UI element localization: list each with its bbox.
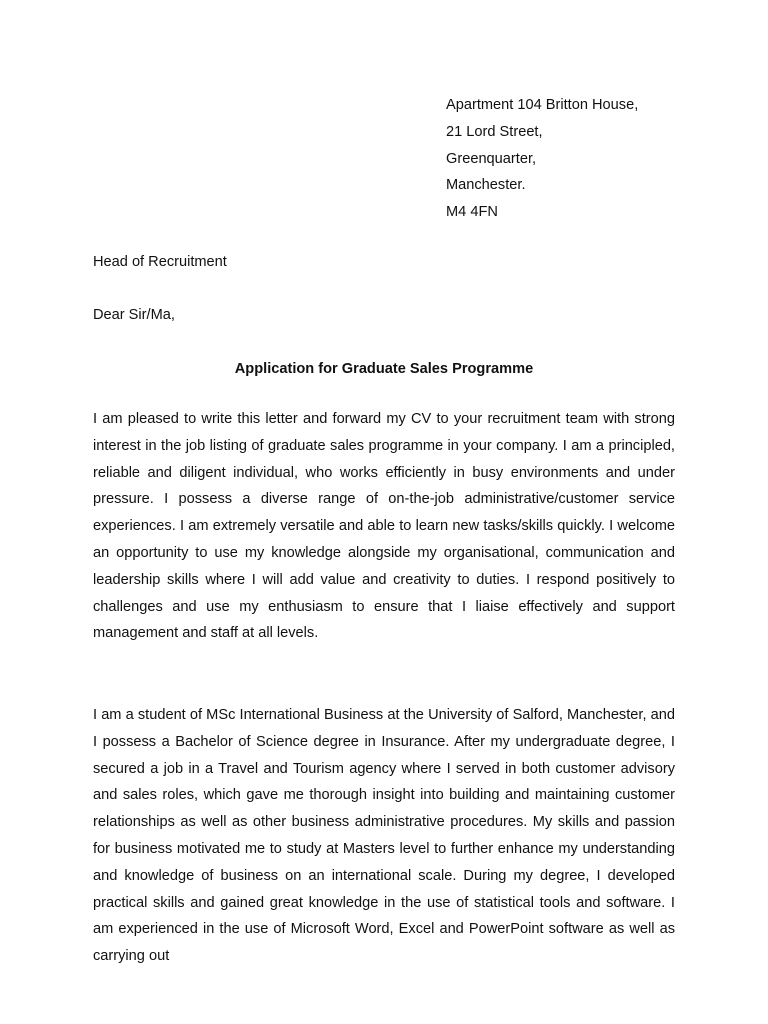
paragraph-1: I am pleased to write this letter and forward my CV to your recruitment team with strong interest in the job listing of graduate sales programme in your company. I am a principled, reliable and diligent individual, who works efficiently in busy environments and under pressure. I possess a diverse range of on-the-job administrative/customer service experiences. I am extremely versatile and able to learn new tasks/skills quickly. I welcome an opportunity to use my knowledge alongside my organisational, communication and leadership skills where I will add value and creativity to duties. I respond positively to challenges and use my enthusiasm to ensure that I liaise effectively and support management and staff at all levels. bbox=[93, 411, 675, 642]
salutation: Dear Sir/Ma, bbox=[93, 307, 175, 323]
recipient: Head of Recruitment bbox=[93, 254, 227, 270]
letter-subject: Application for Graduate Sales Programme bbox=[234, 361, 534, 377]
address-line-5: M4 4FN bbox=[446, 204, 498, 221]
address-line-4: Manchester. bbox=[446, 177, 526, 194]
address-line-3: Greenquarter, bbox=[446, 150, 537, 167]
sender-address bbox=[446, 92, 638, 226]
address-line-2: 21 Lord Street, bbox=[446, 123, 543, 140]
address-line-1: Apartment 104 Britton House, bbox=[446, 97, 639, 113]
paragraph-2: I am a student of MSc International Business at the University of Salford, Manchester, and I possess a Bachelor of Science degree in Insurance. After my undergraduate degree, I secured a job in a Travel and Tourism agency where I served in both customer advisory and sales roles, which gave me thorough insight into building and maintaining customer relationships as well as other business administrative procedures. My skills and passion for business motivated me to study at Masters level to further enhance my understanding and knowledge of business on an international scale. During my degree, I developed practical skills and gained great knowledge in the use of statistical tools and software. I am experienced in the use of Microsoft Word, Excel and PowerPoint software as well as carrying out bbox=[93, 707, 675, 965]
